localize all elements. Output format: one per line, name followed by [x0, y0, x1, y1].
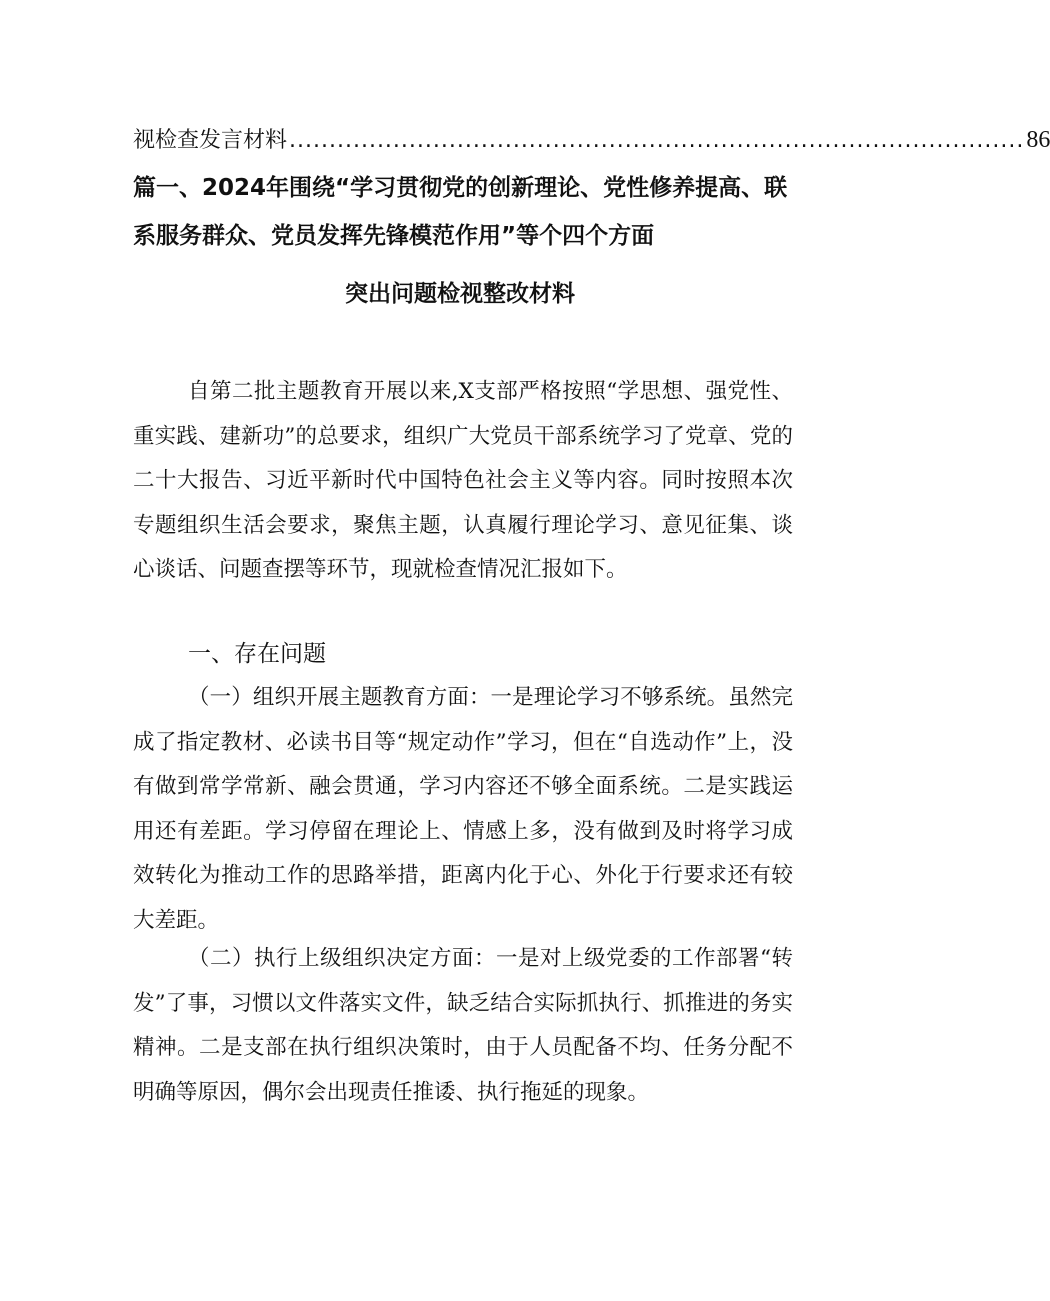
toc-entry-text: 视检查发言材料: [133, 128, 288, 153]
toc-page-number: 86: [1026, 127, 1050, 153]
section-heading-problems: 一、存在问题: [188, 641, 326, 667]
article-title-line-2: 系服务群众、党员发挥先锋模范作用”等个四个方面: [133, 223, 655, 249]
intro-paragraph: 自第二批主题教育开展以来,X支部严格按照“学思想、强党性、重实践、建新功”的总要求，组织广大党员干部系统学习了党章、党的二十大报告、习近平新时代中国特色社会主义等内容。同时按照本次专题组织生活会要求，聚焦主题，认真履行理论学习、意见征集、谈心谈话、问题查摆等环节，现就检查情况汇报如下。: [133, 379, 793, 582]
toc-leader-dots: ............................................................................................: [289, 128, 1025, 153]
problem-paragraph-1: （一）组织开展主题教育方面：一是理论学习不够系统。虽然完成了指定教材、必读书目等“规定动作”学习，但在“自选动作”上，没有做到常学常新、融会贯通，学习内容还不够全面系统。二是实践运用还有差距。学习停留在理论上、情感上多，没有做到及时将学习成效转化为推动工作的思路举措，距离内化于心、外化于行要求还有较大差距。: [133, 685, 793, 933]
article-title-line-3: 突出问题检视整改材料: [345, 281, 575, 307]
article-title-line-1: 篇一、2024年围绕“学习贯彻党的创新理论、党性修养提高、联: [133, 175, 788, 201]
problem-paragraph-2: （二）执行上级组织决定方面：一是对上级党委的工作部署“转发”了事，习惯以文件落实文件，缺乏结合实际抓执行、抓推进的务实精神。二是支部在执行组织决策时，由于人员配备不均、任务分配不明确等原因，偶尔会出现责任推诿、执行拖延的现象。: [133, 946, 793, 1105]
toc-entry[interactable]: [133, 122, 1050, 159]
